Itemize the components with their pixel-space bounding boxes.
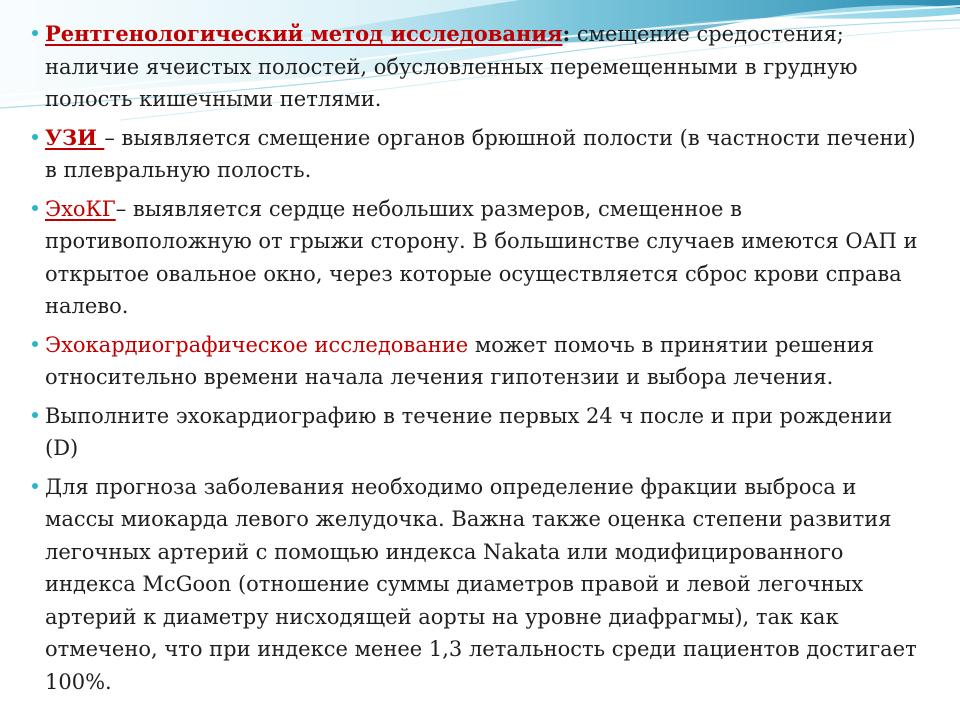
bullet-dot-icon	[32, 483, 38, 489]
bullet-ultrasound-text: – выявляется смещение органов брюшной полости (в частности печени) в плевральную полость.	[45, 125, 916, 182]
bullet-echocardiography	[32, 329, 932, 394]
bullet-timing	[32, 400, 932, 465]
bullet-xray-lead: Рентгенологический метод исследования	[45, 21, 563, 46]
bullet-dot-icon	[32, 412, 38, 418]
bullet-timing-text: Выполните эхокардиографию в течение первых 24 ч после и при рождении (D)	[45, 403, 893, 460]
bullet-xray-text: смещение средостения; наличие ячеистых полостей, обусловленных перемещенными в грудную полость кишечными петлями.	[45, 22, 858, 111]
bullet-dot-icon	[32, 30, 38, 36]
bullet-xray-colon: :	[562, 21, 571, 46]
bullet-ultrasound-lead: УЗИ	[45, 124, 105, 150]
bullet-echo-lead: ЭхоКГ	[45, 196, 116, 221]
bullet-echo-text: – выявляется сердце небольших размеров, смещенное в противоположную от грыжи сторону. В большинстве случаев имеются ОАП и открытое овальное окно, через которые осуществляется сброс крови справа налево.	[45, 196, 918, 318]
bullet-echocardiography-lead: Эхокардиографическое исследование	[45, 332, 469, 357]
bullet-dot-icon	[32, 205, 38, 211]
bullet-xray	[32, 18, 932, 116]
bullet-echo	[32, 193, 932, 323]
bullet-prognosis-text: Для прогноза заболевания необходимо определение фракции выброса и массы миокарда левого желудочка. Важна также оценка степени развития легочных артерий с помощью индекса Nakata или модифицированного индекса McGoon (отношение суммы диаметров правой и левой легочных артерий к диаметру нисходящей аорты на уровне диафрагмы), так как отмечено, что при индексе менее 1,3 летальность среди пациентов достигает 100%.	[45, 474, 917, 694]
bullet-prognosis	[32, 471, 932, 699]
bullet-echocardiography-text: может помочь в принятии решения относительно времени начала лечения гипотензии и выбора лечения.	[45, 332, 875, 389]
bullet-ultrasound	[32, 122, 932, 187]
bullet-dot-icon	[32, 341, 38, 347]
bullet-dot-icon	[32, 134, 38, 140]
bullet-list	[32, 18, 932, 704]
